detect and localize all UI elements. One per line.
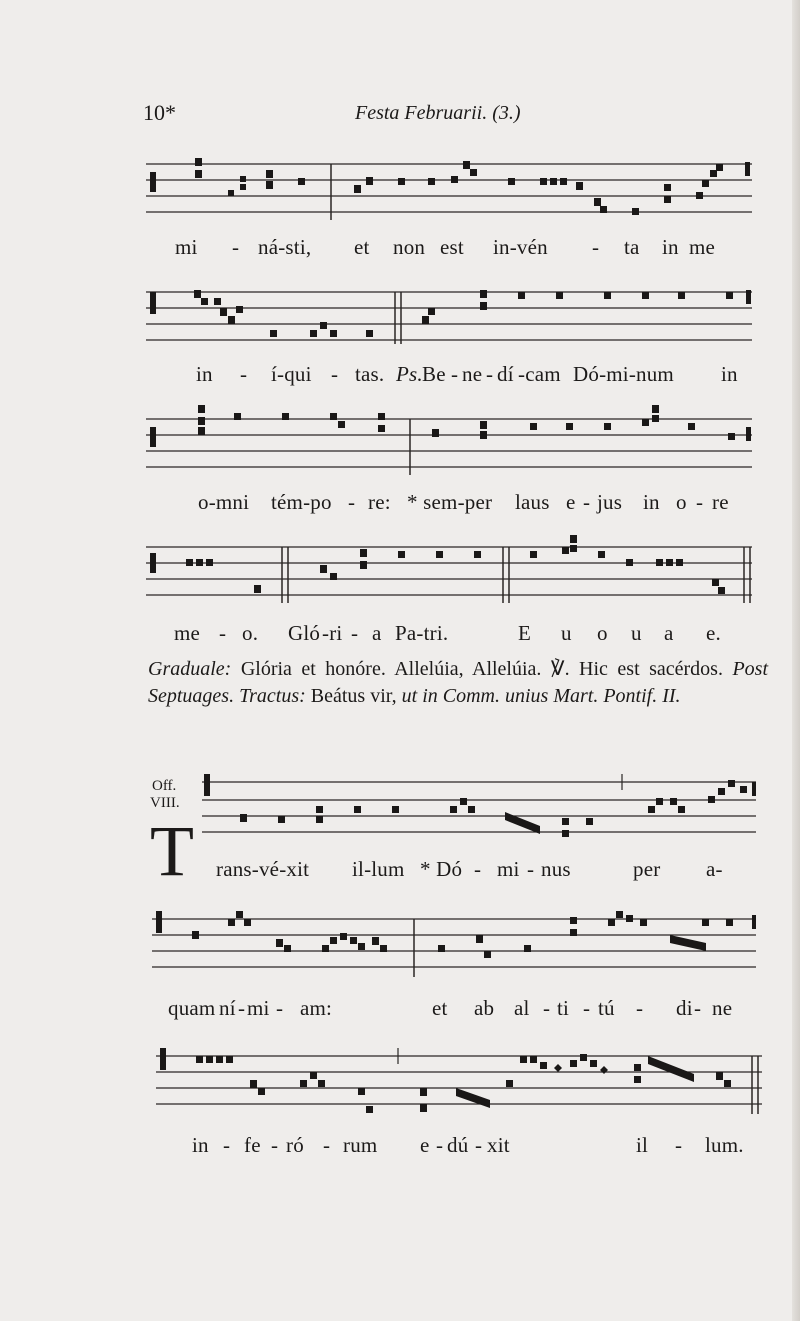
lyric-5-5: mi [497, 857, 520, 881]
commune-reference: ut in Comm. unius Mart. Pontif. II. [401, 685, 681, 707]
lyric-2-13: Dó-mi-num [573, 362, 674, 386]
lyric-6-5: - [276, 996, 284, 1020]
psalm-mark: Ps. [396, 362, 423, 386]
lyric-1-5: non [393, 235, 426, 259]
lyric-7-13: il [636, 1133, 649, 1157]
lyric-3-5: * sem-per [407, 490, 493, 514]
lyric-4-1: me [174, 621, 201, 645]
lyric-4-8: Pa-tri. [395, 621, 449, 645]
lyric-2-14: in [721, 362, 738, 386]
music-staff-2 [0, 278, 800, 358]
lyric-2-3: í-qui [271, 362, 312, 386]
lyric-6-1: quam [168, 996, 216, 1020]
lyric-4-10: u [561, 621, 572, 645]
lyric-7-7: rum [343, 1133, 378, 1157]
lyric-6-15: di [676, 996, 693, 1020]
music-staff-4 [0, 535, 800, 615]
lyric-5-8: per [633, 857, 661, 881]
lyric-1-7: in-vén [493, 235, 548, 259]
staff-4-notation [0, 535, 800, 615]
lyric-4-6: - [351, 621, 359, 645]
staff-7-notation [0, 1040, 800, 1130]
lyric-6-11: ti [557, 996, 570, 1020]
tractus-text: Beátus vir, [310, 685, 397, 707]
lyric-6-7: et [432, 996, 448, 1020]
lyric-1-2: - [232, 235, 240, 259]
lyric-2-2: - [240, 362, 248, 386]
lyric-3-7: e [566, 490, 576, 514]
rubric-paragraph [148, 656, 768, 710]
music-staff-5 [0, 770, 800, 850]
lyric-6-13: tú [598, 996, 615, 1020]
lyric-6-3: - [238, 996, 246, 1020]
lyric-3-8: - [583, 490, 591, 514]
lyric-2-9: ne [462, 362, 483, 386]
staff-5-notation [0, 770, 800, 850]
lyric-2-10: - [486, 362, 494, 386]
staff-6-notation [0, 905, 800, 985]
lyric-3-9: jus [597, 490, 623, 514]
lyric-7-8: e [420, 1133, 430, 1157]
lyric-3-2: tém-po [271, 490, 332, 514]
lyric-5-7: nus [541, 857, 571, 881]
lyric-4-4: Gló [288, 621, 321, 645]
lyric-6-10: - [543, 996, 551, 1020]
lyric-2-5: tas. [355, 362, 385, 386]
lyric-7-12: xit [487, 1133, 510, 1157]
music-staff-1 [0, 150, 800, 230]
lyric-7-5: ró [286, 1133, 304, 1157]
lyric-5-4: - [474, 857, 482, 881]
lyric-1-6: est [440, 235, 464, 259]
lyric-4-3: o. [242, 621, 259, 645]
lyric-4-5: -ri [322, 621, 343, 645]
lyric-7-9: - [436, 1133, 444, 1157]
lyric-7-10: dú [447, 1133, 469, 1157]
lyric-1-3: ná-sti, [258, 235, 312, 259]
lyric-6-2: ní [219, 996, 236, 1020]
lyric-2-11: dí [497, 362, 514, 386]
lyric-6-12: - [583, 996, 591, 1020]
lyric-4-11: o [597, 621, 608, 645]
lyric-5-3: * Dó [420, 857, 463, 881]
music-staff-3 [0, 405, 800, 485]
lyric-4-9: E [518, 621, 532, 645]
lyric-1-1: mi [175, 235, 198, 259]
lyric-4-7: a [372, 621, 382, 645]
lyric-3-4: re: [368, 490, 391, 514]
lyric-1-4: et [354, 235, 370, 259]
post-septuages-label: Post Septuages. Tractus: [148, 658, 769, 707]
lyric-2-8: - [451, 362, 459, 386]
lyric-3-13: re [712, 490, 729, 514]
lyric-6-17: ne [712, 996, 733, 1020]
lyric-5-2: il-lum [352, 857, 405, 881]
lyric-3-10: in [643, 490, 660, 514]
graduale-text: Glória et honóre. Allelúia, Allelúia. ℣. Hic est sacérdos. [240, 658, 723, 680]
lyric-6-6: am: [300, 996, 333, 1020]
lyric-2-4: - [331, 362, 339, 386]
lyric-2-7: Be [422, 362, 446, 386]
music-staff-6 [0, 905, 800, 985]
music-staff-7 [0, 1040, 800, 1130]
lyric-2-1: in [196, 362, 213, 386]
lyric-7-15: lum. [705, 1133, 744, 1157]
lyric-6-4: mi [247, 996, 270, 1020]
lyric-3-11: o [676, 490, 687, 514]
lyric-4-12: u [631, 621, 642, 645]
lyric-7-6: - [323, 1133, 331, 1157]
staff-1-notation [0, 150, 800, 230]
graduale-label: Graduale: [148, 658, 232, 680]
lyric-1-8: - [592, 235, 600, 259]
lyric-6-9: al [514, 996, 530, 1020]
lyric-3-3: - [348, 490, 356, 514]
lyric-1-10: in [662, 235, 679, 259]
page-number: 10* [143, 100, 176, 125]
lyric-7-4: - [271, 1133, 279, 1157]
lyric-5-9: a- [706, 857, 723, 881]
lyric-7-11: - [475, 1133, 483, 1157]
lyric-5-1: rans-vé-xit [216, 857, 310, 881]
lyric-6-14: - [636, 996, 644, 1020]
page-header [0, 100, 800, 134]
lyric-7-2: - [223, 1133, 231, 1157]
lyric-4-13: a [664, 621, 674, 645]
staff-3-notation [0, 405, 800, 485]
lyric-7-1: in [192, 1133, 209, 1157]
lyric-5-6: - [527, 857, 535, 881]
lyric-7-3: fe [244, 1133, 261, 1157]
drop-cap-initial: T [150, 811, 194, 891]
lyric-3-12: - [696, 490, 704, 514]
lyric-2-12: -cam [518, 362, 561, 386]
lyric-3-6: laus [515, 490, 550, 514]
lyric-4-2: - [219, 621, 227, 645]
lyric-6-16: - [694, 996, 702, 1020]
offertory-label: Off. [152, 778, 177, 794]
running-head: Festa Februarii. (3.) [355, 102, 521, 124]
lyric-1-9: ta [624, 235, 640, 259]
lyric-3-1: o-mni [198, 490, 250, 514]
lyric-4-14: e. [706, 621, 721, 645]
staff-2-notation [0, 278, 800, 358]
mode-label: VIII. [150, 795, 180, 811]
lyric-1-11: me [689, 235, 716, 259]
lyric-7-14: - [675, 1133, 683, 1157]
lyric-6-8: ab [474, 996, 495, 1020]
